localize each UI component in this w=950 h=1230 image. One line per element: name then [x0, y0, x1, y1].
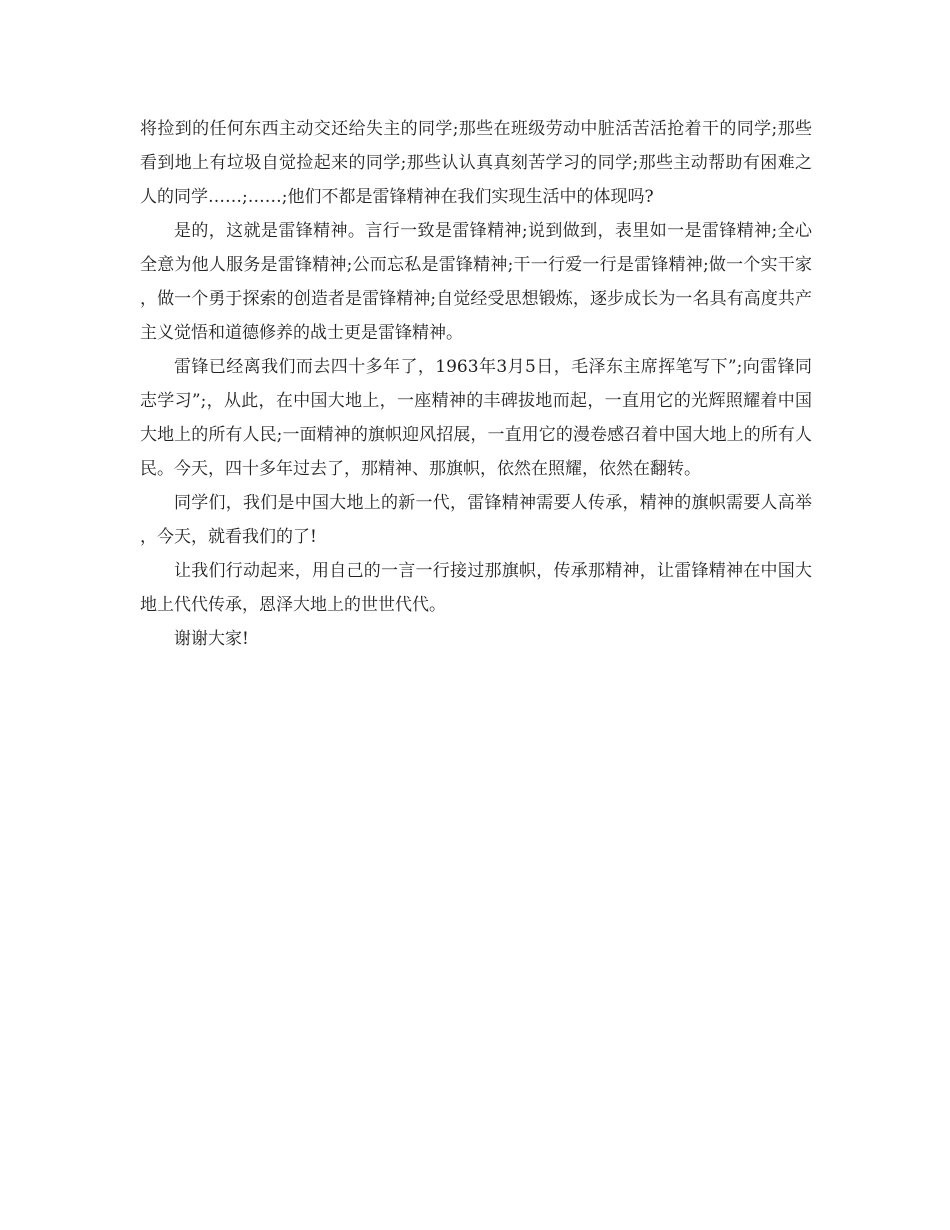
paragraph-leifeng-spirit: 是的，这就是雷锋精神。言行一致是雷锋精神;说到做到，表里如一是雷锋精神;全心全意为他人服务是雷锋精神;公而忘私是雷锋精神;干一行爱一行是雷锋精神;做一个实干家，做一个勇于探索的创造者是雷锋精神;自觉经受思想锻炼，逐步成长为一名具有高度共产主义觉悟和道德修养的战士更是雷锋精神。	[140, 221, 812, 343]
paragraph-new-generation: 同学们，我们是中国大地上的新一代，雷锋精神需要人传承，精神的旗帜需要人高举，今天，就看我们的了!	[140, 493, 812, 547]
document-page	[140, 112, 812, 656]
paragraph-history: 雷锋已经离我们而去四十多年了，1963年3月5日，毛泽东主席挥笔写下”;向雷锋同志学习”;，从此，在中国大地上，一座精神的丰碑拔地而起，一直用它的光辉照耀着中国大地上的所有人民;一面精神的旗帜迎风招展，一直用它的漫卷感召着中国大地上的所有人民。今天，四十多年过去了，那精神、那旗帜，依然在照耀，依然在翻转。	[140, 357, 812, 479]
paragraph-thanks: 谢谢大家!	[174, 629, 249, 649]
paragraph-call-to-action: 让我们行动起来，用自己的一言一行接过那旗帜，传承那精神，让雷锋精神在中国大地上代代传承，恩泽大地上的世世代代。	[140, 561, 812, 615]
paragraph-continuation: 将捡到的任何东西主动交还给失主的同学;那些在班级劳动中脏活苦活抢着干的同学;那些看到地上有垃圾自觉捡起来的同学;那些认认真真刻苦学习的同学;那些主动帮助有困难之人的同学……;……;他们不都是雷锋精神在我们实现生活中的体现吗?	[140, 119, 812, 207]
